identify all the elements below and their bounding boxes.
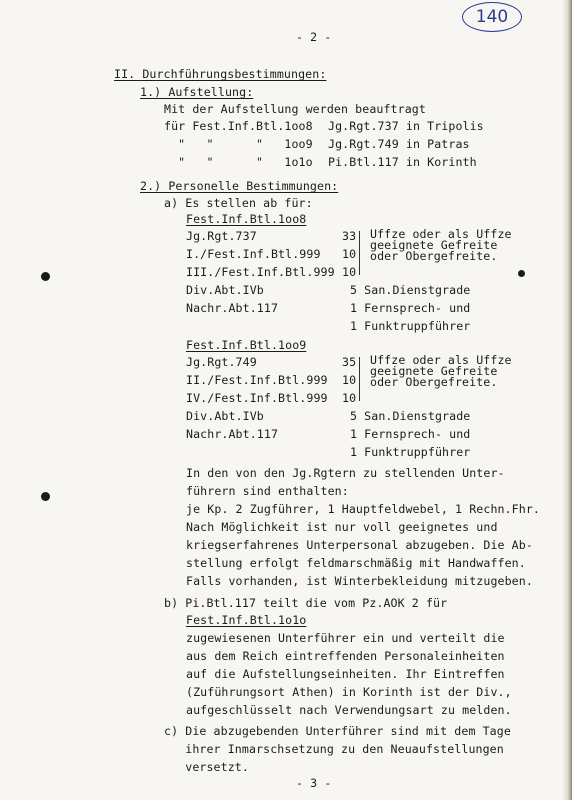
group1-count: 1 Funktruppführer [350,319,471,333]
group1-count: 1 Fernsprech- und [350,301,471,315]
aufstellung-heading: 1.) Aufstellung: [140,85,254,99]
group1-unit: I./Fest.Inf.Btl.999 [186,247,321,261]
group1-note-line: Uffze oder als Uffze [370,227,512,241]
clause-a-text-line: je Kp. 2 Zugführer, 1 Hauptfeldwebel, 1 Rechn.Fhr. [186,502,541,516]
group2-unit: Nachr.Abt.117 [186,427,279,441]
group2-unit: Jg.Rgt.749 [186,355,257,369]
personnel-heading: 2.) Personelle Bestimmungen: [140,179,339,193]
clause-a-text-line: kriegserfahrenes Unterpersonal abzugeben. Die Ab- [186,538,533,552]
group2-count: 1 Funktruppführer [350,445,471,459]
assignment-left-3: " " " 1o1o [164,155,313,169]
page-number-bottom: - 3 - [296,776,332,790]
group2-bracket [359,357,360,401]
group1-count: 33 [342,229,357,243]
clause-a-text-line: Nach Möglichkeit ist nur voll geeignetes und [186,520,498,534]
clause-b-line: b) Pi.Btl.117 teilt die vom Pz.AOK 2 für [164,596,448,610]
clause-a-text-line: stellung erfolgt feldmarschmäßig mit Handwaffen. [186,556,526,570]
group2-unit: IV./Fest.Inf.Btl.999 [186,391,328,405]
group1-bracket [359,231,360,275]
group2-count: 35 [342,355,357,369]
clause-a-text-line: In den von den Jg.Rgtern zu stellenden Unter- [186,466,505,480]
assignment-right-3: Pi.Btl.117 in Korinth [328,155,477,169]
clause-b-text-line: aus dem Reich eintreffenden Personaleinheiten [186,649,505,663]
group2-note-line: Uffze oder als Uffze [370,353,512,367]
group1-unit: Nachr.Abt.117 [186,301,279,315]
group2-count: 5 San.Dienstgrade [350,409,471,423]
page-edge-shadow [562,0,572,800]
punch-mark-right [518,270,525,277]
group2-note-line: geeignete Gefreite [370,364,498,378]
page-number-top: - 2 - [296,30,332,44]
group2-count: 10 [342,373,357,387]
clause-c-text-line: c) Die abzugebenden Unterführer sind mit dem Tage [164,724,511,738]
group1-unit: Jg.Rgt.737 [186,229,257,243]
group1-note-line: geeignete Gefreite [370,238,498,252]
punch-hole-bottom [41,492,50,501]
clause-b-text-line: (Zuführungsort Athen) in Korinth ist der Div., [186,685,512,699]
group1-note-line: oder Obergefreite. [370,249,498,263]
section-heading: II. Durchführungsbestimmungen: [114,67,327,81]
assignment-right-2: Jg.Rgt.749 in Patras [328,137,470,151]
punch-hole-top [41,272,50,281]
clause-c-text-line: versetzt. [164,760,249,774]
assignment-left-1: für Fest.Inf.Btl.1oo8 [164,119,313,133]
assignment-left-2: " " " 1oo9 [164,137,313,151]
group2-note-line: oder Obergefreite. [370,375,498,389]
clause-b-title: Fest.Inf.Btl.1o1o [186,613,307,627]
group2-count: 10 [342,391,357,405]
page-stamp: 140 [462,2,522,32]
clause-a-intro: a) Es stellen ab für: [164,196,313,210]
clause-c-text-line: ihrer Inmarschsetzung zu den Neuaufstellungen [164,742,504,756]
group1-title: Fest.Inf.Btl.1oo8 [186,212,307,226]
aufstellung-intro: Mit der Aufstellung werden beauftragt [164,102,426,116]
clause-b-text-line: aufgeschlüsselt nach Verwendungsart zu melden. [186,703,512,717]
group2-unit: II./Fest.Inf.Btl.999 [186,373,328,387]
clause-b-text-line: zugewiesenen Unterführer ein und verteilt die [186,631,505,645]
group2-unit: Div.Abt.IVb [186,409,264,423]
group1-unit: III./Fest.Inf.Btl.999 [186,265,335,279]
clause-a-text-line: führern sind enthalten: [186,484,349,498]
group2-title: Fest.Inf.Btl.1oo9 [186,338,307,352]
group1-count: 10 [342,265,357,279]
assignment-right-1: Jg.Rgt.737 in Tripolis [328,119,484,133]
clause-a-text-line: Falls vorhanden, ist Winterbekleidung mitzugeben. [186,574,533,588]
group1-count: 10 [342,247,357,261]
group1-unit: Div.Abt.IVb [186,283,264,297]
group1-count: 5 San.Dienstgrade [350,283,471,297]
group2-count: 1 Fernsprech- und [350,427,471,441]
clause-b-text-line: auf die Aufstellungseinheiten. Ihr Eintreffen [186,667,505,681]
